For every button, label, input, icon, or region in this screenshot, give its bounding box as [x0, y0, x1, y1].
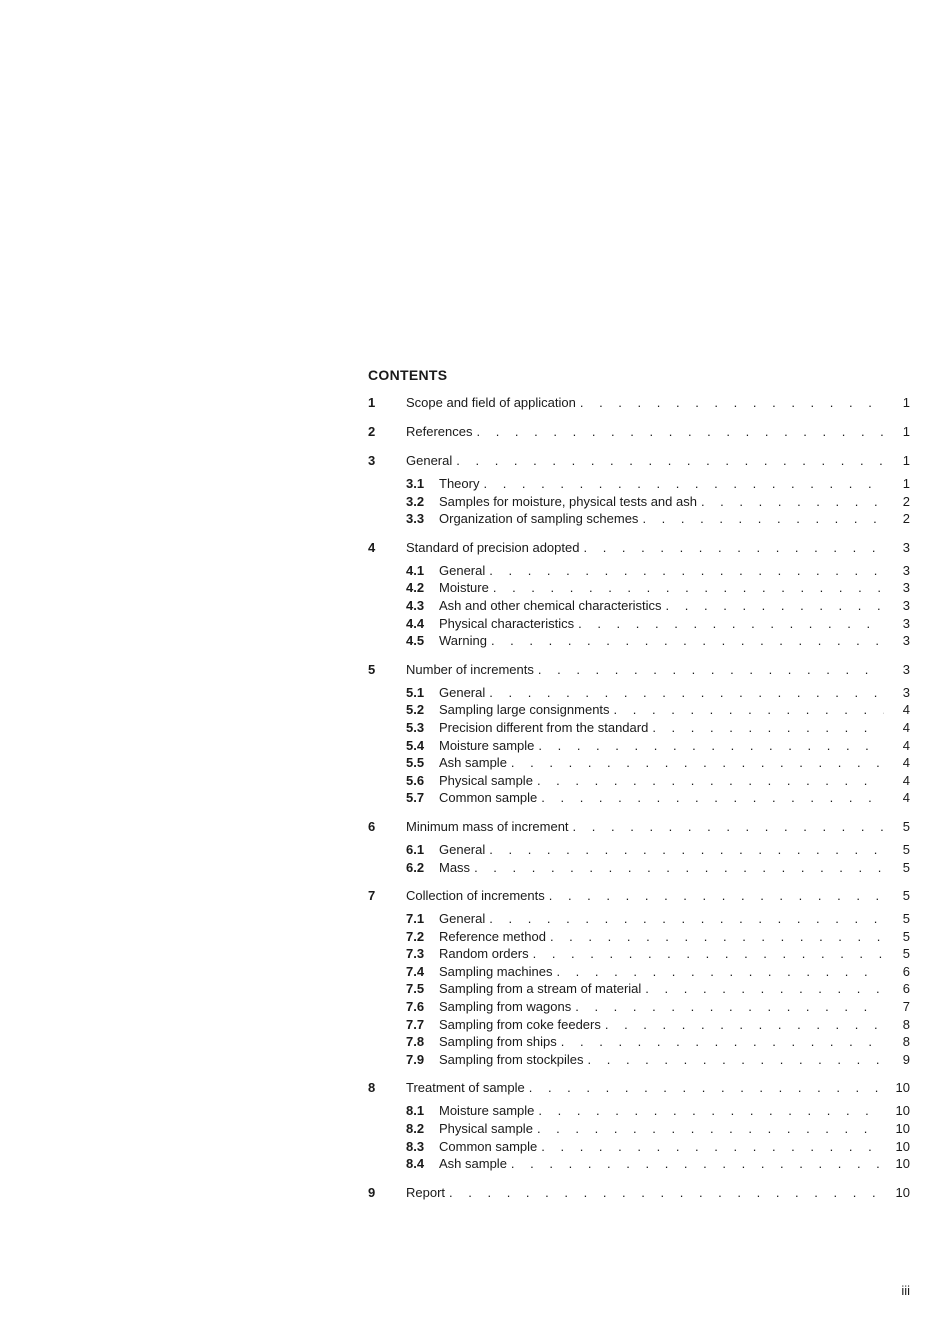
page-ref: 5 — [902, 928, 910, 944]
subsection-list — [368, 1102, 910, 1172]
subsection-title: Mass — [439, 859, 471, 875]
toc-subentry — [368, 510, 910, 528]
subsection-number: 4.5 — [406, 633, 425, 649]
toc-subentry — [368, 841, 910, 859]
toc-entry — [368, 661, 910, 679]
toc-entry — [368, 1079, 910, 1097]
dot-leader — [445, 1184, 884, 1202]
dot-leader — [557, 1033, 884, 1051]
toc-subentry — [368, 737, 910, 755]
subsection-title: Ash sample — [439, 755, 507, 771]
toc-subentry — [368, 998, 910, 1016]
subsection-list — [368, 475, 910, 528]
toc-subentry — [368, 1138, 910, 1156]
page-ref: 4 — [902, 755, 910, 771]
page-ref: 4 — [902, 737, 910, 753]
toc-entry — [368, 539, 910, 557]
subsection-number: 6.1 — [406, 841, 425, 857]
dot-leader — [546, 928, 884, 946]
subsection-number: 7.1 — [406, 911, 425, 927]
subsection-number: 7.2 — [406, 928, 425, 944]
subsection-title: Sampling large consignments — [439, 702, 610, 718]
subsection-title: Random orders — [439, 946, 529, 962]
section-title: Report — [406, 1184, 446, 1200]
subsection-number: 7.8 — [406, 1034, 425, 1050]
subsection-number: 4.1 — [406, 562, 425, 578]
subsection-title: Reference method — [439, 928, 546, 944]
toc-subentry — [368, 1155, 910, 1173]
dot-leader — [697, 493, 884, 511]
subsection-number: 5.7 — [406, 790, 425, 806]
subsection-title: Organization of sampling schemes — [439, 511, 639, 527]
dot-leader — [533, 1120, 884, 1138]
dot-leader — [485, 910, 884, 928]
section-number: 2 — [368, 424, 376, 439]
toc-subentry — [368, 701, 910, 719]
dot-leader — [470, 859, 884, 877]
subsection-title: Warning — [439, 633, 487, 649]
dot-leader — [479, 475, 884, 493]
section-title: General — [406, 453, 453, 468]
dot-leader — [487, 632, 884, 650]
toc-subentry — [368, 963, 910, 981]
subsection-title: Moisture sample — [439, 737, 535, 753]
toc-section — [368, 661, 910, 807]
toc-section — [368, 394, 910, 412]
subsection-list — [368, 841, 910, 876]
page-ref: 4 — [902, 702, 910, 718]
page-ref: 3 — [902, 597, 910, 613]
section-title: References — [406, 424, 473, 439]
subsection-title: Precision different from the standard — [439, 719, 649, 735]
dot-leader — [537, 789, 884, 807]
subsection-title: Sampling machines — [439, 963, 553, 979]
toc-subentry — [368, 597, 910, 615]
subsection-number: 7.3 — [406, 946, 425, 962]
page-ref: 10 — [895, 1080, 910, 1096]
section-number: 5 — [368, 661, 376, 677]
page-ref: 3 — [902, 633, 910, 649]
dot-leader — [452, 452, 884, 470]
toc-subentry — [368, 1120, 910, 1138]
toc-subentry — [368, 945, 910, 963]
page-ref: 8 — [902, 1034, 910, 1050]
subsection-title: Theory — [439, 476, 480, 491]
subsection-list — [368, 562, 910, 650]
page-ref: 3 — [902, 661, 910, 677]
dot-leader — [533, 772, 884, 790]
page-ref: 5 — [902, 911, 910, 927]
page-ref: 4 — [902, 790, 910, 806]
page-ref: 5 — [902, 818, 910, 834]
dot-leader — [662, 597, 884, 615]
subsection-number: 5.1 — [406, 684, 425, 700]
dot-leader — [489, 579, 884, 597]
toc-subentry — [368, 859, 910, 877]
subsection-title: General — [439, 911, 486, 927]
dot-leader — [579, 539, 884, 557]
section-number: 7 — [368, 888, 376, 904]
section-number: 8 — [368, 1080, 376, 1096]
section-title: Collection of increments — [406, 888, 545, 904]
dot-leader — [534, 661, 884, 679]
dot-leader — [552, 963, 884, 981]
page-ref: 3 — [902, 562, 910, 578]
toc-entry — [368, 423, 910, 441]
toc-subentry — [368, 719, 910, 737]
subsection-title: Common sample — [439, 790, 538, 806]
toc-section — [368, 1184, 910, 1202]
page-ref: 5 — [902, 859, 910, 875]
dot-leader — [601, 1016, 884, 1034]
contents-heading: CONTENTS — [368, 367, 448, 383]
subsection-title: Common sample — [439, 1138, 538, 1154]
toc-section — [368, 423, 910, 441]
dot-leader — [485, 684, 884, 702]
subsection-number: 8.3 — [406, 1138, 425, 1154]
toc-body — [368, 394, 910, 1202]
dot-leader — [507, 754, 884, 772]
dot-leader — [545, 887, 884, 905]
toc-entry — [368, 452, 910, 470]
page-ref: 4 — [902, 719, 910, 735]
toc-subentry — [368, 579, 910, 597]
toc-subentry — [368, 1102, 910, 1120]
page-ref: 2 — [902, 493, 910, 509]
toc-entry — [368, 1184, 910, 1202]
section-title: Number of increments — [406, 661, 534, 677]
page-ref: 3 — [902, 684, 910, 700]
dot-leader — [529, 945, 884, 963]
subsection-number: 4.4 — [406, 615, 425, 631]
subsection-title: General — [439, 684, 486, 700]
subsection-number: 5.3 — [406, 719, 425, 735]
subsection-number: 7.6 — [406, 999, 425, 1015]
subsection-title: Physical characteristics — [439, 615, 575, 631]
subsection-number: 7.4 — [406, 963, 425, 979]
toc-subentry — [368, 1033, 910, 1051]
dot-leader — [648, 719, 884, 737]
section-number: 1 — [368, 395, 376, 410]
page-ref: 6 — [902, 981, 910, 997]
page-ref: 4 — [902, 772, 910, 788]
toc-subentry — [368, 789, 910, 807]
subsection-number: 4.2 — [406, 580, 425, 596]
subsection-title: Sampling from coke feeders — [439, 1016, 601, 1032]
page-ref: 10 — [895, 1184, 910, 1200]
subsection-title: Moisture sample — [439, 1103, 535, 1119]
toc-subentry — [368, 475, 910, 493]
toc-subentry — [368, 615, 910, 633]
toc-entry — [368, 887, 910, 905]
page-ref: 1 — [902, 395, 910, 410]
page-ref: 7 — [902, 999, 910, 1015]
dot-leader — [638, 510, 884, 528]
subsection-number: 5.4 — [406, 737, 425, 753]
subsection-title: Physical sample — [439, 1121, 533, 1137]
subsection-list — [368, 684, 910, 807]
toc-section — [368, 818, 910, 876]
subsection-title: Sampling from ships — [439, 1034, 557, 1050]
dot-leader — [569, 818, 884, 836]
page-ref: 5 — [902, 888, 910, 904]
page-ref: 8 — [902, 1016, 910, 1032]
table-of-contents — [368, 366, 910, 1213]
subsection-number: 5.6 — [406, 772, 425, 788]
page-ref: 10 — [895, 1156, 910, 1172]
dot-leader — [534, 1102, 884, 1120]
dot-leader — [641, 980, 884, 998]
page-ref: 5 — [902, 946, 910, 962]
subsection-number: 3.2 — [406, 493, 425, 509]
dot-leader — [507, 1155, 884, 1173]
page-ref: 2 — [902, 511, 910, 527]
toc-section — [368, 887, 910, 1068]
toc-entry — [368, 818, 910, 836]
toc-subentry — [368, 754, 910, 772]
page-ref: 10 — [895, 1103, 910, 1119]
page-ref: 6 — [902, 963, 910, 979]
dot-leader — [576, 394, 884, 412]
page-ref: 3 — [902, 615, 910, 631]
toc-subentry — [368, 632, 910, 650]
dot-leader — [525, 1079, 884, 1097]
subsection-number: 7.9 — [406, 1051, 425, 1067]
dot-leader — [571, 998, 884, 1016]
section-number: 6 — [368, 818, 376, 834]
subsection-number: 8.1 — [406, 1103, 425, 1119]
page-number: iii — [901, 1283, 910, 1298]
subsection-number: 5.5 — [406, 755, 425, 771]
page-ref: 3 — [902, 580, 910, 596]
subsection-title: Sampling from stockpiles — [439, 1051, 584, 1067]
section-title: Minimum mass of increment — [406, 818, 569, 834]
subsection-title: Samples for moisture, physical tests and ash — [439, 493, 697, 509]
subsection-number: 3.1 — [406, 476, 425, 491]
toc-subentry — [368, 493, 910, 511]
toc-section — [368, 452, 910, 528]
toc-entry — [368, 394, 910, 412]
subsection-title: General — [439, 562, 486, 578]
dot-leader — [472, 423, 884, 441]
dot-leader — [574, 615, 884, 633]
subsection-number: 5.2 — [406, 702, 425, 718]
section-number: 4 — [368, 539, 376, 555]
subsection-number: 7.7 — [406, 1016, 425, 1032]
page-ref: 10 — [895, 1121, 910, 1137]
subsection-title: Sampling from wagons — [439, 999, 572, 1015]
dot-leader — [485, 562, 884, 580]
toc-subentry — [368, 562, 910, 580]
section-number: 3 — [368, 453, 376, 468]
dot-leader — [610, 701, 884, 719]
toc-subentry — [368, 1016, 910, 1034]
page-ref: 5 — [902, 841, 910, 857]
subsection-number: 8.4 — [406, 1156, 425, 1172]
page-ref: 3 — [902, 539, 910, 555]
subsection-title: General — [439, 841, 486, 857]
section-title: Scope and field of application — [406, 395, 576, 410]
section-title: Standard of precision adopted — [406, 539, 580, 555]
page-ref: 1 — [902, 476, 910, 491]
subsection-number: 7.5 — [406, 981, 425, 997]
dot-leader — [534, 737, 884, 755]
section-title: Treatment of sample — [406, 1080, 525, 1096]
toc-subentry — [368, 772, 910, 790]
section-number: 9 — [368, 1184, 376, 1200]
subsection-number: 3.3 — [406, 511, 425, 527]
subsection-number: 8.2 — [406, 1121, 425, 1137]
page-ref: 1 — [902, 424, 910, 439]
subsection-title: Physical sample — [439, 772, 533, 788]
toc-subentry — [368, 928, 910, 946]
toc-section — [368, 539, 910, 650]
subsection-title: Ash sample — [439, 1156, 507, 1172]
subsection-number: 6.2 — [406, 859, 425, 875]
toc-subentry — [368, 910, 910, 928]
subsection-number: 4.3 — [406, 597, 425, 613]
page-ref: 1 — [902, 453, 910, 468]
toc-subentry — [368, 684, 910, 702]
dot-leader — [537, 1138, 884, 1156]
toc-section — [368, 1079, 910, 1172]
toc-subentry — [368, 1051, 910, 1069]
toc-subentry — [368, 980, 910, 998]
dot-leader — [485, 841, 884, 859]
subsection-list — [368, 910, 910, 1068]
subsection-title: Moisture — [439, 580, 489, 596]
page-ref: 10 — [895, 1138, 910, 1154]
subsection-title: Ash and other chemical characteristics — [439, 597, 662, 613]
dot-leader — [584, 1051, 885, 1069]
page-ref: 9 — [902, 1051, 910, 1067]
subsection-title: Sampling from a stream of material — [439, 981, 642, 997]
